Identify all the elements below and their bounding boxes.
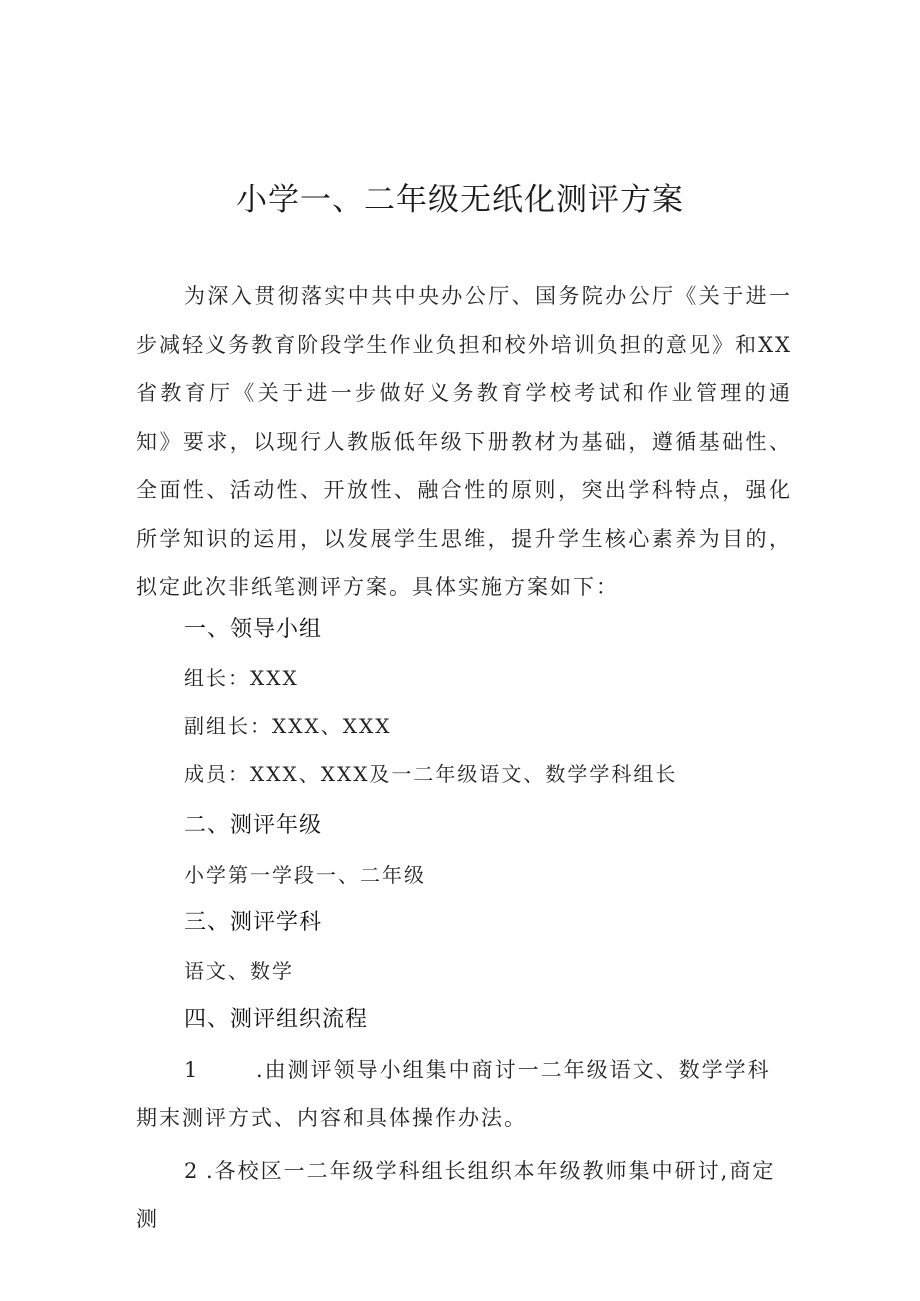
step-number: 2 — [184, 1159, 200, 1183]
section-heading-process: 四、测评组织流程 — [184, 1007, 369, 1032]
section-heading-grades: 二、测评年级 — [184, 813, 323, 838]
document-title: 小学一、二年级无纸化测评方案 — [236, 182, 684, 218]
deputy-leader-line: 副组长：XXX、XXX — [184, 714, 392, 738]
intro-paragraph: 为深入贯彻落实中共中央办公厅、国务院办公厅《关于进一步减轻义务教育阶段学生作业负担和校外培训负担的意见》和XX省教育厅《关于进一步做好义务教育学校考试和作业管理的通知》要求，以现行人教版低年级下册教材为基础，遵循基础性、全面性、活动性、开放性、融合性的原则，突出学科特点，强化所学知识的运用，以发展学生思维，提升学生核心素养为目的，拟定此次非纸笔测评方案。具体实施方案如下： — [136, 284, 792, 599]
leader-line: 组长：XXX — [184, 666, 299, 690]
section-heading-subjects: 三、测评学科 — [184, 910, 323, 935]
step-number: 1 — [184, 1058, 200, 1082]
section-heading-leadership: 一、领导小组 — [184, 617, 323, 642]
subjects-line: 语文、数学 — [184, 959, 294, 983]
process-step — [136, 1147, 792, 1243]
members-line: 成员：XXX、XXX及一二年级语文、数学学科组长 — [184, 762, 678, 786]
step-text: .由测评领导小组集中商讨一二年级语文、数学学科期末测评方式、内容和具体操作办法。 — [136, 1058, 771, 1130]
grades-line: 小学第一学段一、二年级 — [184, 863, 426, 887]
process-step — [136, 1046, 792, 1142]
step-text: .各校区一二年级学科组长组织本年级教师集中研讨,商定测 — [136, 1159, 776, 1231]
